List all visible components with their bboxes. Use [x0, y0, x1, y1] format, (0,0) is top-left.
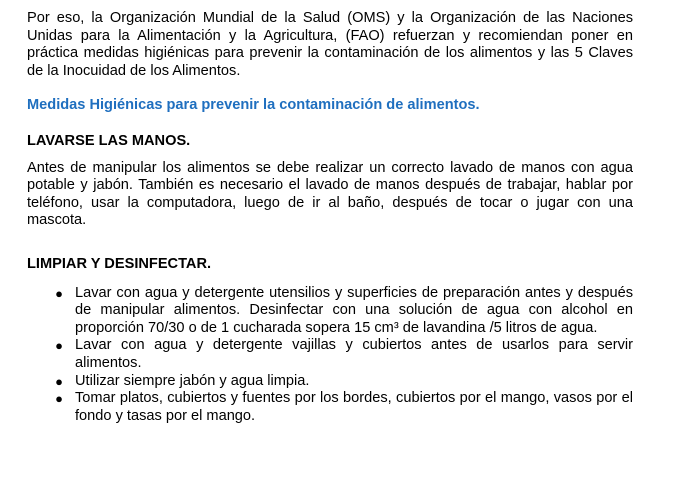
bullet-item — [27, 373, 633, 391]
intro-paragraph: Por eso, la Organización Mundial de la Salud (OMS) y la Organización de las Naciones Unidas para la Alimentación y la Agricultura, (FAO) refuerzan y recomiendan poner en práctica medidas higiénicas para prevenir la contaminación de los alimentos y las 5 Claves de la Inocuidad de los Alimentos. — [27, 10, 633, 79]
bullet-item-text: Tomar platos, cubiertos y fuentes por los bordes, cubiertos por el mango, vasos por el fondo y tasas por el mango. — [75, 390, 633, 424]
section-paragraph-lavarse: Antes de manipular los alimentos se debe realizar un correcto lavado de manos con agua potable y jabón. También es necesario el lavado de manos después de trabajar, hablar por teléfono, usar la computadora, luego de ir al baño, después de tocar o jugar con una mascota. — [27, 159, 633, 229]
bullet-icon: ● — [55, 285, 63, 301]
document-page — [27, 10, 633, 425]
bullet-item-text: Lavar con agua y detergente utensilios y superficies de preparación antes y después de manipular alimentos. Desinfectar con una solución de agua con alcohol en proporción 70/30 o de 1 cucharada sopera 15 cm³ de lavandina /5 litros de agua. — [75, 284, 633, 336]
bullet-icon: ● — [55, 373, 63, 389]
hygiene-measures-heading: Medidas Higiénicas para prevenir la contaminación de alimentos. — [27, 97, 480, 114]
bullet-list-limpiar — [27, 285, 633, 426]
bullet-icon: ● — [55, 391, 63, 407]
bullet-item-text: Lavar con agua y detergente vajillas y cubiertos antes de usarlos para servir alimentos. — [75, 337, 633, 371]
bullet-item-text: Utilizar siempre jabón y agua limpia. — [75, 372, 310, 389]
bullet-icon: ● — [55, 338, 63, 354]
bullet-item — [27, 390, 633, 425]
bullet-item — [27, 285, 633, 338]
section-heading-lavarse: LAVARSE LAS MANOS. — [27, 132, 191, 149]
bullet-item — [27, 337, 633, 372]
section-heading-limpiar: LIMPIAR Y DESINFECTAR. — [27, 255, 212, 272]
